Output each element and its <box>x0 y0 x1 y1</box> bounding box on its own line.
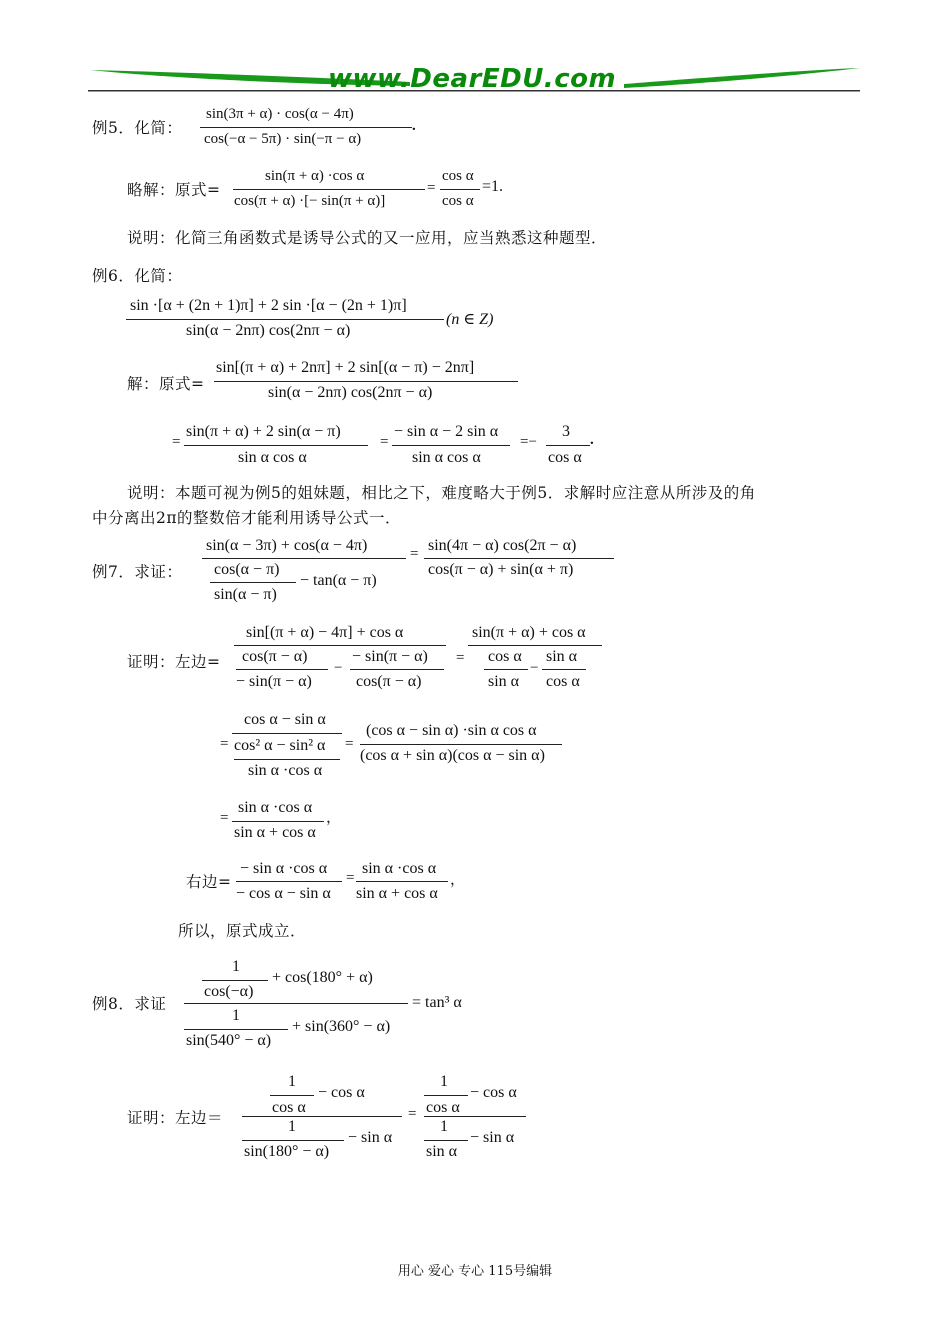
ex7-conclusion: 所以，原式成立． <box>178 922 307 940</box>
ex5-denominator: cos(−α − 5π) · sin(−π − α) <box>204 131 362 147</box>
page-footer: 用心 爱心 专心 115号编辑 <box>397 1264 553 1279</box>
ex5-solution-label: 略解：原式= <box>127 181 221 199</box>
note-6-line-2: 中分离出2π的整数倍才能利用诱导公式一． <box>92 509 402 527</box>
example-8-label: 例8．求证 <box>92 995 167 1013</box>
example-7-label: 例7．求证： <box>92 563 183 581</box>
note-5: 说明：化简三角函数式是诱导公式的又一应用，应当熟悉这种题型． <box>127 229 608 247</box>
ex5-numerator: sin(3π + α) · cos(α − 4π) <box>206 106 354 122</box>
note-6-line-1: 说明：本题可视为例5的姐妹题，相比之下，难度略大于例5．求解时应注意从所涉及的角 <box>127 484 756 502</box>
site-logo-text: www.DearEDU.com <box>328 64 617 94</box>
example-6-label: 例6．化简： <box>92 267 183 285</box>
example-5-label: 例5．化简： <box>92 119 183 137</box>
